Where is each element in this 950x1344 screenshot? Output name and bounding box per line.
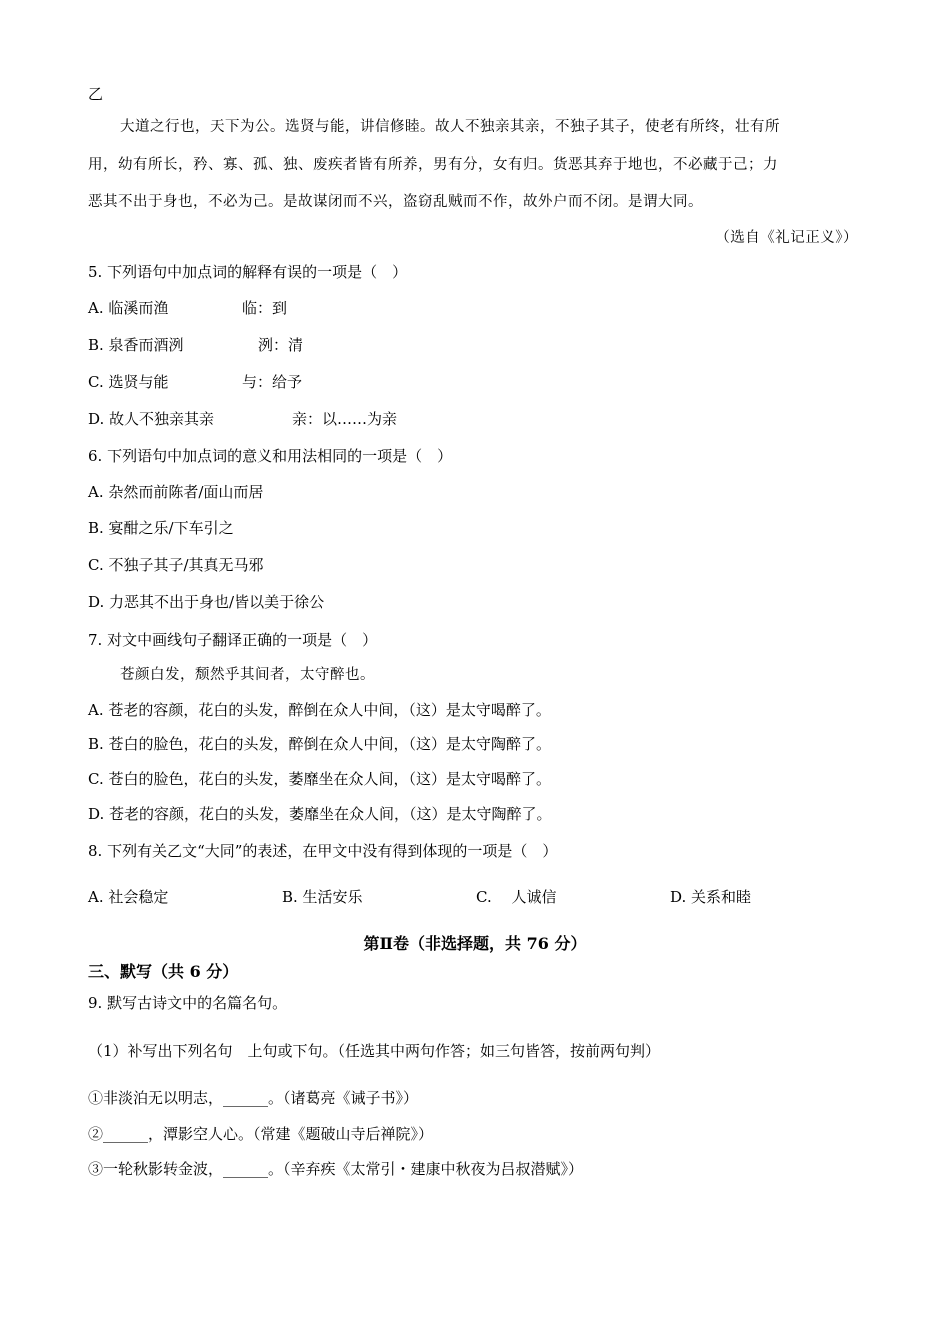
q7-stem: 7. 对文中画线句子翻译正确的一项是（ ） (88, 631, 378, 649)
q5-option-d-gloss: 亲：以……为亲 (292, 410, 398, 428)
q6-stem: 6. 下列语句中加点词的意义和用法相同的一项是（ ） (88, 447, 453, 465)
q7-quote: 苍颜白发，颓然乎其间者，太守醉也。 (120, 667, 375, 683)
q5-option-a-gloss: 临：到 (242, 299, 288, 317)
passage-source: （选自《礼记正义》） (715, 230, 858, 246)
q9-sub1: （1）补写出下列名句 上句或下句。（任选其中两句作答；如三句皆答，按前两句判） (88, 1042, 661, 1060)
q9-item-3: ③一轮秋影转金波，______。（辛弃疾《太常引・建康中秋夜为吕叔潜赋》） (88, 1160, 584, 1178)
q9-item-1: ①非淡泊无以明志，______。（诸葛亮《诫子书》） (88, 1089, 419, 1107)
q5-option-d: D. 故人不独亲其亲 (88, 410, 215, 428)
passage-line-3: 恶其不出于身也，不必为己。是故谋闭而不兴，盗窃乱贼而不作，故外户而不闭。是谓大同。 (88, 194, 703, 210)
passage-line-1: 大道之行也，天下为公。选贤与能，讲信修睦。故人不独亲其亲，不独子其子，使老有所终，壮有所 (120, 119, 780, 135)
q5-option-c-gloss: 与：给予 (242, 373, 303, 391)
q5-option-b-gloss: 洌：清 (258, 336, 304, 354)
section-2-title: 第Ⅱ卷（非选择题，共 76 分） (363, 934, 587, 953)
q8-option-b: B. 生活安乐 (282, 888, 363, 906)
passage-label: 乙 (88, 85, 104, 103)
q6-option-c: C. 不独子其子/其真无马邪 (88, 556, 264, 574)
q5-stem: 5. 下列语句中加点词的解释有误的一项是（ ） (88, 263, 408, 281)
q6-option-b: B. 宴酣之乐/下车引之 (88, 519, 234, 537)
part-3-title: 三、默写（共 6 分） (88, 962, 239, 981)
q6-option-d: D. 力恶其不出于身也/皆以美于徐公 (88, 593, 325, 611)
q5-option-c: C. 选贤与能 (88, 373, 169, 391)
q5-option-b: B. 泉香而酒洌 (88, 336, 184, 354)
q5-option-a: A. 临溪而渔 (88, 299, 169, 317)
q8-option-a: A. 社会稳定 (88, 888, 169, 906)
q7-option-d: D. 苍老的容颜，花白的头发，萎靡坐在众人间，（这）是太守陶醉了。 (88, 805, 552, 823)
q8-option-c: C. 人诚信 (476, 888, 557, 906)
q8-option-d: D. 关系和睦 (670, 888, 752, 906)
q9-stem: 9. 默写古诗文中的名篇名句。 (88, 994, 288, 1012)
q9-item-2: ②______，潭影空人心。（常建《题破山寺后禅院》） (88, 1125, 434, 1143)
q6-option-a: A. 杂然而前陈者/面山而居 (88, 483, 264, 501)
q7-option-c: C. 苍白的脸色，花白的头发，萎靡坐在众人间，（这）是太守喝醉了。 (88, 770, 551, 788)
q7-option-b: B. 苍白的脸色，花白的头发，醉倒在众人中间，（这）是太守陶醉了。 (88, 735, 552, 753)
q8-stem: 8. 下列有关乙文“大同”的表述，在甲文中没有得到体现的一项是（ ） (88, 842, 558, 860)
q7-option-a: A. 苍老的容颜，花白的头发，醉倒在众人中间，（这）是太守喝醉了。 (88, 701, 551, 719)
passage-line-2: 用，幼有所长，矜、寡、孤、独、废疾者皆有所养，男有分，女有归。货恶其弃于地也，不必藏于己；力 (88, 157, 778, 173)
